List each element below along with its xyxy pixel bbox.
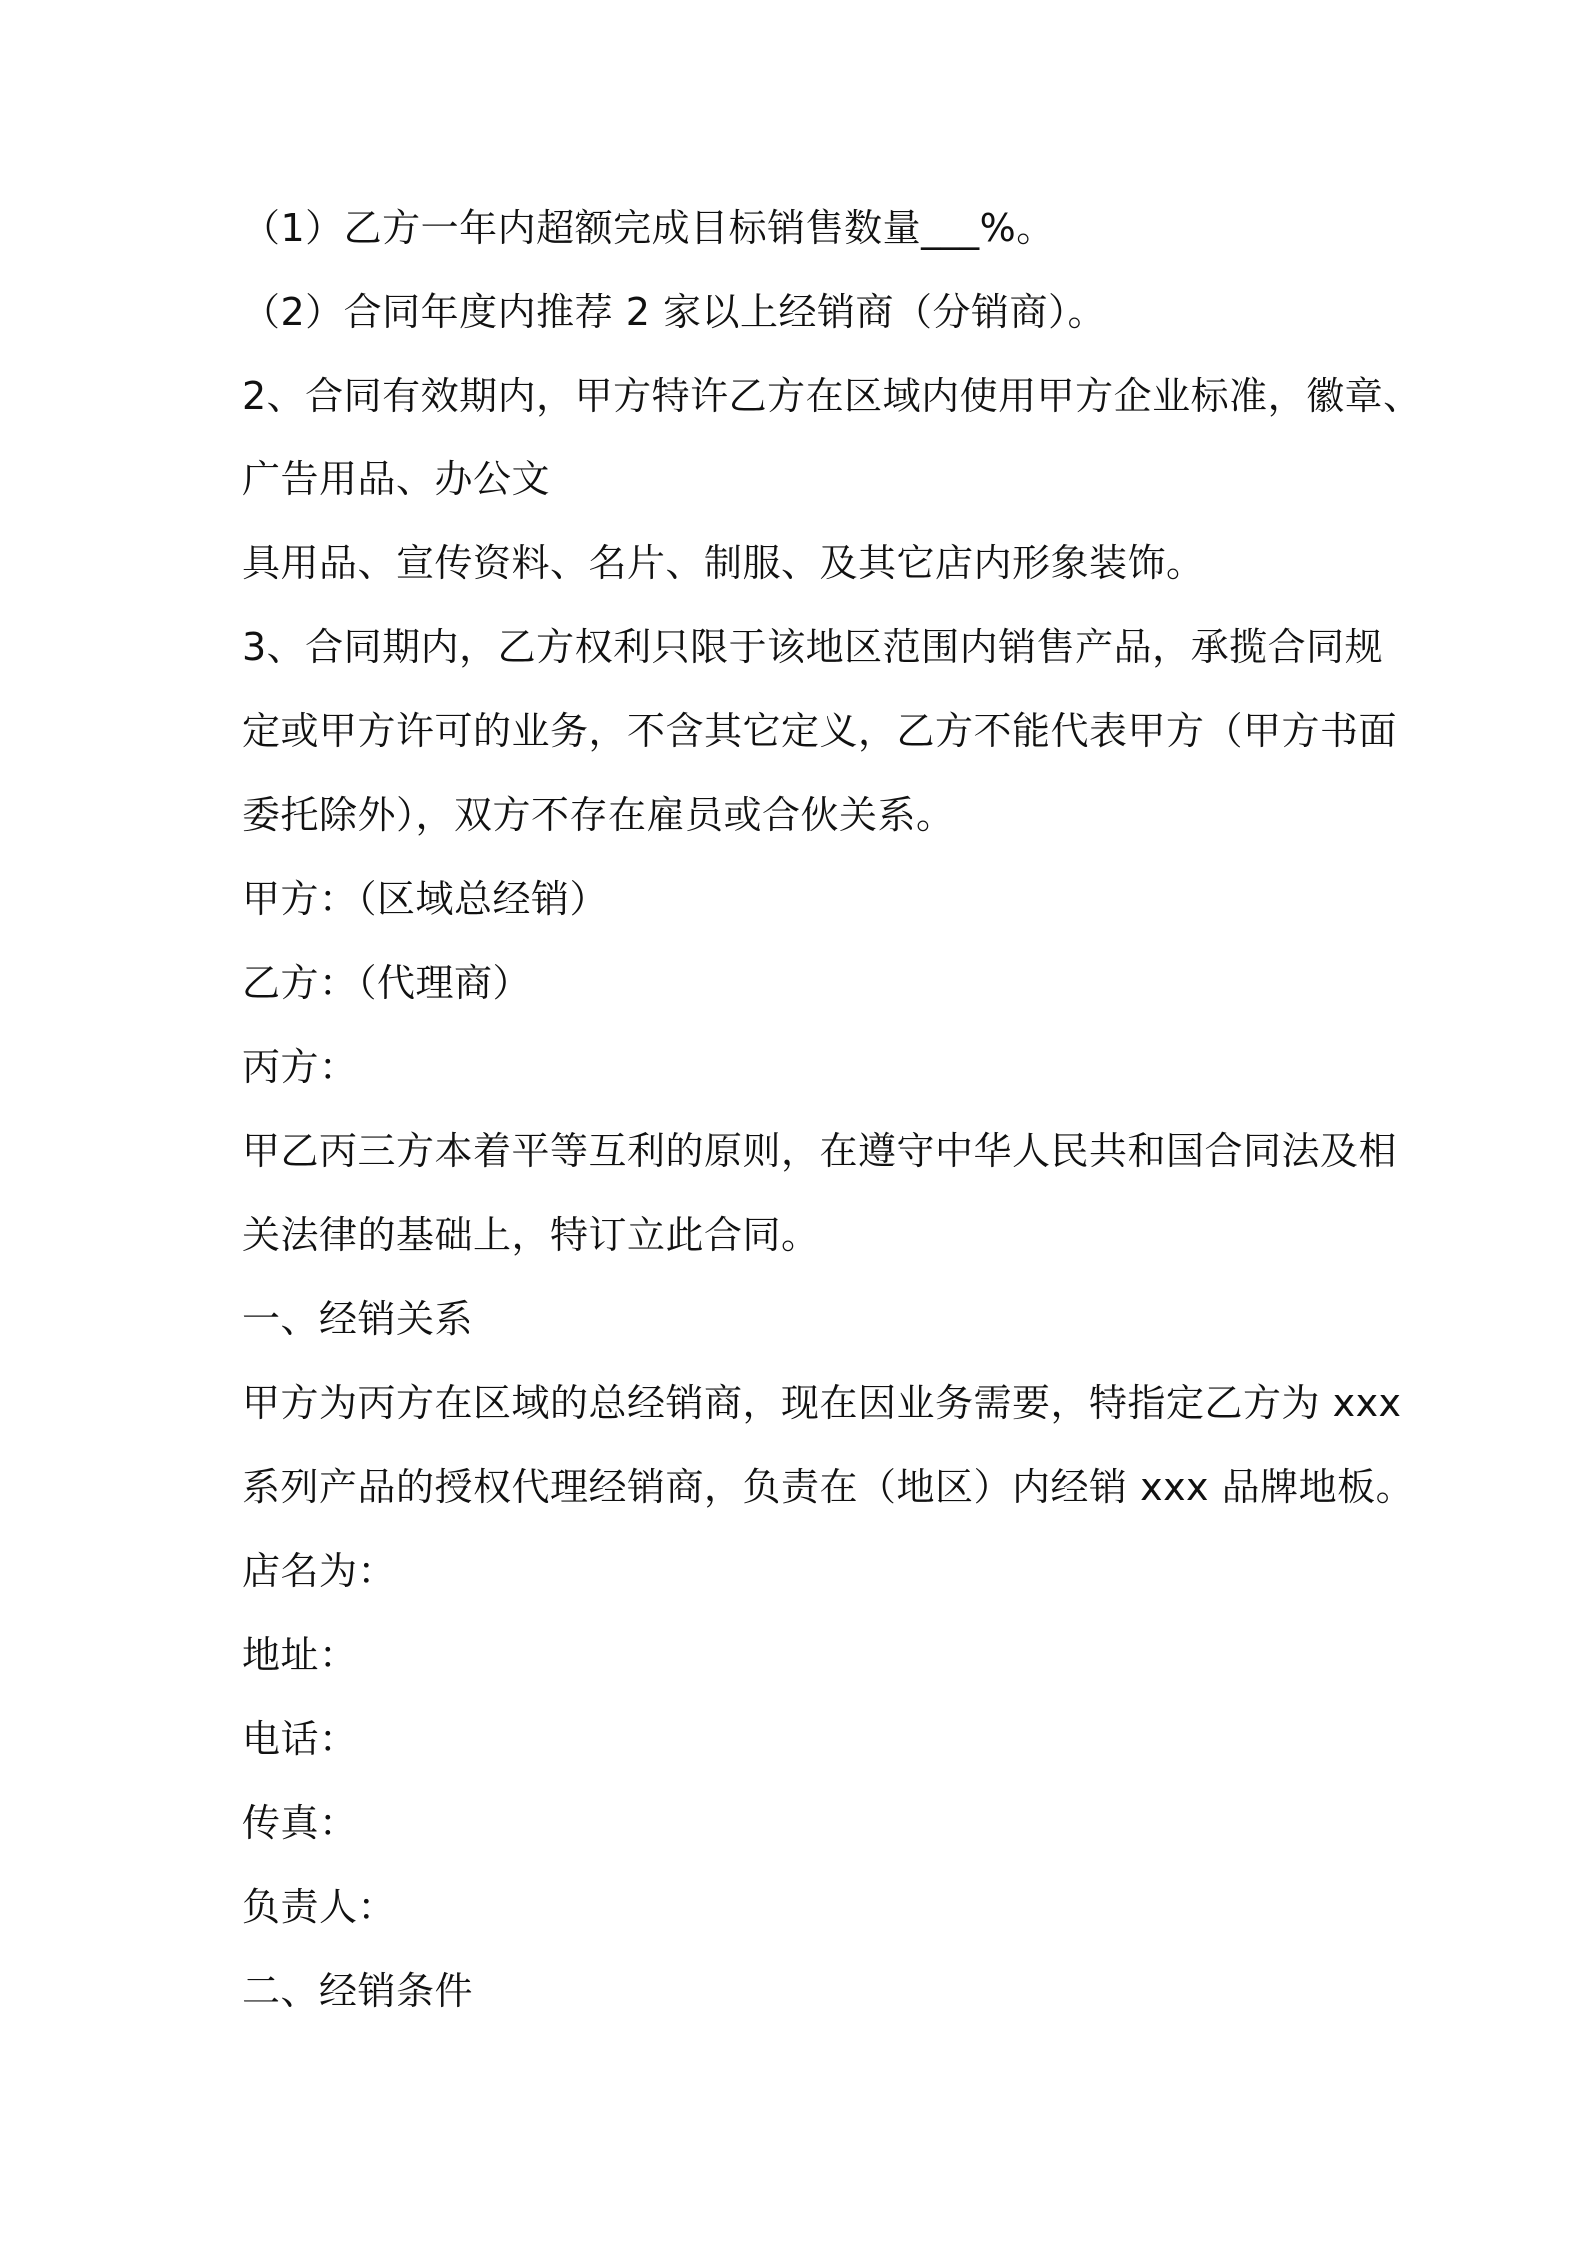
- preamble-line-1: 甲乙丙三方本着平等互利的原则，在遵守中华人民共和国合同法及相: [242, 1129, 1398, 1173]
- section-heading-1: 一、经销关系: [242, 1297, 474, 1341]
- relation-line-2: 系列产品的授权代理经销商，负责在（地区）内经销 xxx 品牌地板。: [242, 1465, 1415, 1509]
- clause-2-line-2: 广告用品、办公文: [242, 457, 551, 501]
- clause-2-line-1: 2、合同有效期内，甲方特许乙方在区域内使用甲方企业标准，徽章、: [242, 374, 1422, 418]
- clause-1-1: （1）乙方一年内超额完成目标销售数量___%。: [242, 206, 1055, 250]
- address-field: 地址：: [242, 1633, 358, 1677]
- preamble-line-2: 关法律的基础上，特订立此合同。: [242, 1213, 820, 1257]
- person-in-charge-field: 负责人：: [242, 1885, 397, 1929]
- party-c: 丙方：: [242, 1045, 358, 1089]
- fax-field: 传真：: [242, 1801, 358, 1845]
- party-b: 乙方：（代理商）: [242, 961, 532, 1005]
- clause-1-2: （2）合同年度内推荐 2 家以上经销商（分销商）。: [242, 290, 1107, 334]
- phone-field: 电话：: [242, 1717, 358, 1761]
- store-name-field: 店名为：: [242, 1549, 397, 1593]
- relation-line-1: 甲方为丙方在区域的总经销商，现在因业务需要，特指定乙方为 xxx: [242, 1381, 1402, 1425]
- party-a: 甲方：（区域总经销）: [242, 877, 609, 921]
- section-heading-2: 二、经销条件: [242, 1969, 474, 2013]
- clause-3-line-2: 定或甲方许可的业务，不含其它定义，乙方不能代表甲方（甲方书面: [242, 709, 1398, 753]
- clause-2-line-3: 具用品、宣传资料、名片、制服、及其它店内形象装饰。: [242, 541, 1205, 585]
- clause-3-line-3: 委托除外），双方不存在雇员或合伙关系。: [242, 793, 955, 837]
- clause-3-line-1: 3、合同期内，乙方权利只限于该地区范围内销售产品，承揽合同规: [242, 625, 1384, 669]
